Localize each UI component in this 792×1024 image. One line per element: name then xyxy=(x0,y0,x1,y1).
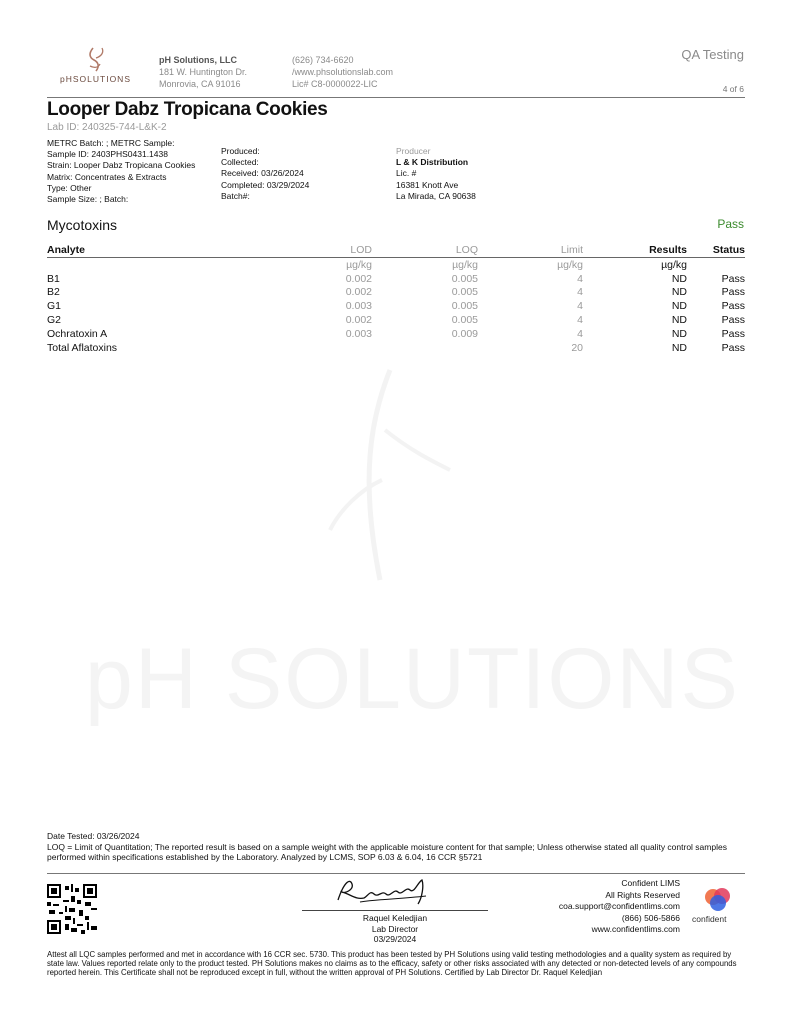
info-matrix: Matrix: Concentrates & Extracts xyxy=(47,171,167,182)
unit-cell: µg/kg xyxy=(661,258,687,271)
table-row xyxy=(47,327,745,341)
contact-phone: (626) 734-6620 xyxy=(292,55,354,65)
result-cell: ND xyxy=(671,300,687,313)
unit-cell xyxy=(687,258,745,272)
watermark-plant-icon xyxy=(300,360,480,590)
table-row xyxy=(47,341,745,355)
unit-cell: µg/kg xyxy=(452,258,478,271)
producer-block xyxy=(396,146,476,202)
result-cell: ND xyxy=(671,272,687,285)
lims-email[interactable]: coa.support@confidentlims.com xyxy=(558,901,680,911)
table-row xyxy=(47,299,745,313)
limit-cell: 20 xyxy=(571,341,583,354)
result-cell: ND xyxy=(671,327,687,340)
info-strain: Strain: Looper Dabz Tropicana Cookies xyxy=(47,160,196,171)
unit-cell xyxy=(47,258,167,272)
producer-label: Producer xyxy=(396,146,431,156)
info-received: Received: 03/26/2024 xyxy=(221,168,304,179)
lab-id: Lab ID: 240325-744-L&K-2 xyxy=(47,122,167,133)
status-cell: Pass xyxy=(721,341,745,354)
product-title: Looper Dabz Tropicana Cookies xyxy=(47,99,328,120)
limit-cell: 4 xyxy=(577,300,583,313)
lims-block xyxy=(559,878,680,936)
producer-address-2: La Mirada, CA 90638 xyxy=(396,190,476,201)
section-title: Mycotoxins xyxy=(47,217,118,233)
info-sample-id: Sample ID: 2403PHS0431.1438 xyxy=(47,149,168,160)
info-completed: Completed: 03/29/2024 xyxy=(221,179,310,190)
qr-code-icon[interactable] xyxy=(47,884,97,934)
logo-wordmark: pHSOLUTIONS xyxy=(60,74,131,84)
units-row xyxy=(47,258,745,272)
analyte-cell: B1 xyxy=(47,272,60,285)
loq-cell: 0.005 xyxy=(451,286,478,299)
status-cell: Pass xyxy=(721,300,745,313)
analyte-cell: G1 xyxy=(47,300,62,313)
table-row xyxy=(47,313,745,327)
limit-cell: 4 xyxy=(577,314,583,327)
table-header-row xyxy=(47,243,745,258)
limit-cell: 4 xyxy=(577,327,583,340)
signature-icon xyxy=(330,872,440,908)
date-tested: Date Tested: 03/26/2024 xyxy=(47,831,140,841)
info-batch: Batch#: xyxy=(221,190,250,201)
limit-cell: 4 xyxy=(577,272,583,285)
table-row xyxy=(47,272,745,286)
producer-lic: Lic. # xyxy=(396,168,417,179)
signer-date: 03/29/2024 xyxy=(373,934,417,944)
result-cell: ND xyxy=(671,341,687,354)
mycotoxins-table xyxy=(47,243,745,355)
analyte-cell: Total Aflatoxins xyxy=(47,341,118,354)
lims-phone: (866) 506-5866 xyxy=(621,912,680,923)
analyte-cell: B2 xyxy=(47,286,60,299)
analyte-cell: G2 xyxy=(47,314,62,327)
col-analyte: Analyte xyxy=(47,243,167,258)
signer-title: Lab Director xyxy=(371,923,419,934)
header-divider xyxy=(47,97,745,98)
lims-name: Confident LIMS xyxy=(621,878,680,888)
loq-cell xyxy=(372,341,478,355)
lod-cell: 0.002 xyxy=(345,272,372,285)
loq-cell: 0.005 xyxy=(451,314,478,327)
info-collected: Collected: xyxy=(221,157,259,168)
footnote xyxy=(47,831,747,863)
col-status: Status xyxy=(687,243,745,258)
loq-cell: 0.009 xyxy=(451,327,478,340)
loq-cell: 0.005 xyxy=(451,300,478,313)
contact-website[interactable]: /www.phsolutionslab.com xyxy=(292,67,394,77)
signature-block xyxy=(302,913,488,945)
producer-name: L & K Distribution xyxy=(396,157,469,168)
status-cell: Pass xyxy=(721,314,745,327)
col-loq: LOQ xyxy=(372,243,478,258)
result-cell: ND xyxy=(671,286,687,299)
info-produced: Produced: xyxy=(221,146,260,156)
contact-block xyxy=(292,54,393,90)
lod-cell: 0.003 xyxy=(345,327,372,340)
company-name: pH Solutions, LLC xyxy=(159,55,237,65)
lod-cell: 0.003 xyxy=(345,300,372,313)
col-lod: LOD xyxy=(167,243,372,258)
loq-note: LOQ = Limit of Quantitation; The reported result is based on a sample weight with the applicable moisture content for that sample; Unless otherwise stated all quality control samples performed within specifications established by the Laboratory. Analyzed by LCMS, SOP 6.03 & 6.04, 16 CCR §5721 xyxy=(47,841,727,862)
watermark-text: pH SOLUTIONS xyxy=(85,631,740,727)
info-sample-size: Sample Size: ; Batch: xyxy=(47,194,129,205)
report-type: QA Testing xyxy=(681,47,744,62)
signer-name: Raquel Keledjian xyxy=(362,913,428,923)
disclaimer: Attest all LQC samples performed and met in accordance with 16 CCR sec. 5730. This product has been tested by PH Solutions using valid testing methodologies and a quality system as required by state law. Values reported relate only to the product tested. PH Solutions makes no claims as to the efficacy, safety or other risks associated with any detected or non-detected levels of any compounds reported herein. This Certificate shall not be reproduced except in full, without the written approval of PH Solutions. Certified by Lab Director Dr. Raquel Keledjian xyxy=(47,950,737,978)
confident-logo-icon xyxy=(700,887,736,913)
company-address-1: 181 W. Huntington Dr. xyxy=(159,67,248,77)
col-limit: Limit xyxy=(478,243,583,258)
status-cell: Pass xyxy=(721,286,745,299)
lims-website[interactable]: www.confidentlims.com xyxy=(591,924,680,934)
signature-line xyxy=(302,910,488,911)
table-row xyxy=(47,286,745,300)
lod-cell xyxy=(167,341,372,355)
info-type: Type: Other xyxy=(47,182,92,193)
col-results: Results xyxy=(583,243,687,258)
section-status: Pass xyxy=(717,217,744,231)
producer-address-1: 16381 Knott Ave xyxy=(396,179,459,190)
lod-cell: 0.002 xyxy=(345,286,372,299)
company-address-2: Monrovia, CA 91016 xyxy=(159,79,241,89)
info-metrc: METRC Batch: ; METRC Sample: xyxy=(47,138,175,148)
confident-wordmark: confident xyxy=(692,914,727,924)
unit-cell: µg/kg xyxy=(557,258,583,271)
loq-cell: 0.005 xyxy=(451,272,478,285)
page-number: 4 of 6 xyxy=(722,84,744,94)
limit-cell: 4 xyxy=(577,286,583,299)
company-block xyxy=(159,54,247,90)
analyte-cell: Ochratoxin A xyxy=(47,327,108,340)
sample-info-col1 xyxy=(47,138,195,205)
contact-license: Lic# C8-0000022-LIC xyxy=(292,79,378,89)
unit-cell: µg/kg xyxy=(346,258,372,271)
status-cell: Pass xyxy=(721,272,745,285)
result-cell: ND xyxy=(671,314,687,327)
lims-rights: All Rights Reserved xyxy=(605,889,680,900)
status-cell: Pass xyxy=(721,327,745,340)
lod-cell: 0.002 xyxy=(345,314,372,327)
sample-info-col2 xyxy=(221,146,309,202)
